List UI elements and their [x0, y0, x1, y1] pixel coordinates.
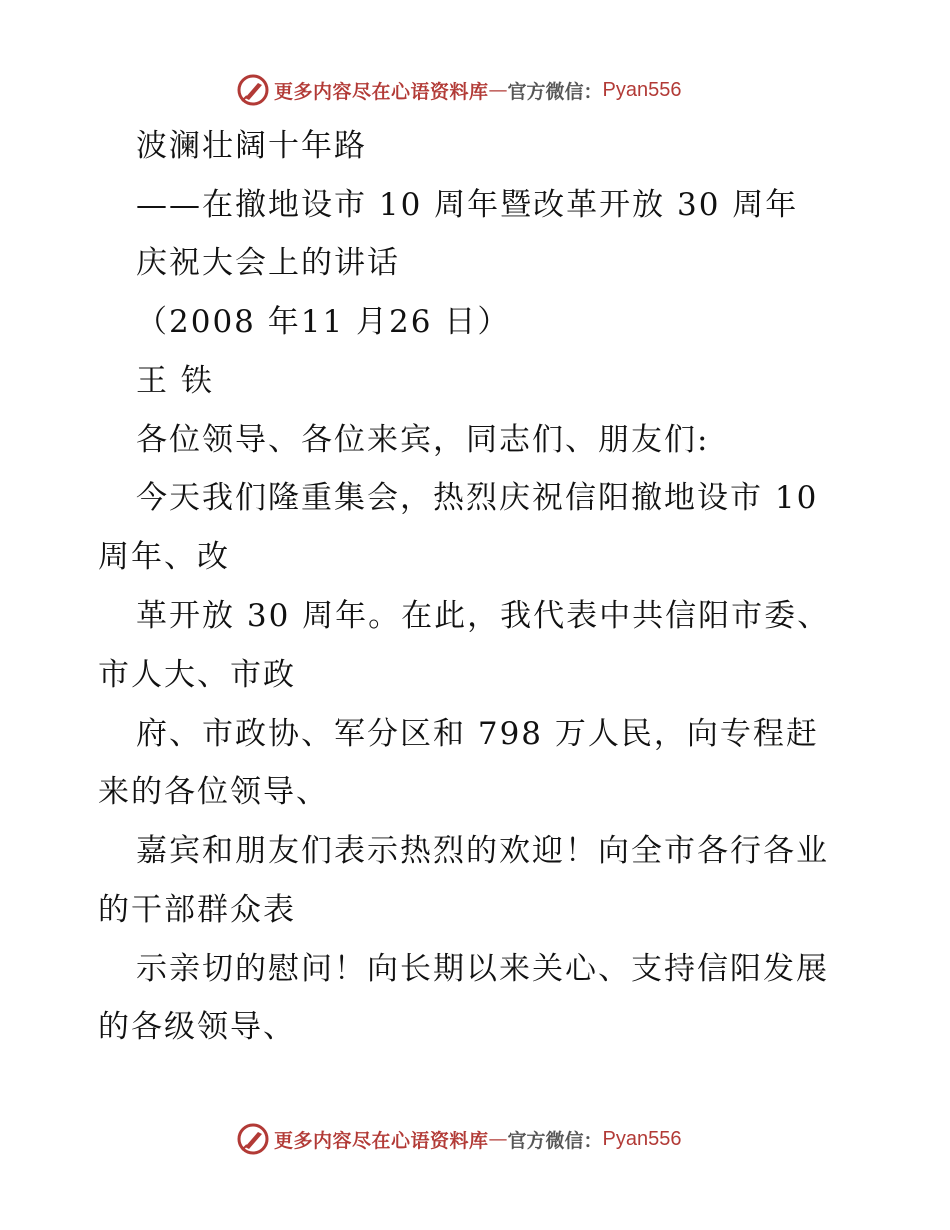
- watermark-label: 官方微信：: [507, 80, 603, 103]
- document-date: （2008 年11 月26 日）: [136, 304, 511, 340]
- quill-logo-icon: [236, 73, 270, 107]
- watermark-separator: —: [488, 79, 508, 101]
- document-title: 波澜壮阔十年路: [136, 128, 367, 164]
- body-line: 嘉宾和朋友们表示热烈的欢迎！向全市各行各业: [136, 833, 829, 869]
- body-line: 的各级领导、: [98, 1009, 296, 1045]
- body-line: 市人大、市政: [98, 657, 296, 693]
- watermark-text: 更多内容尽在心语资料库: [274, 1129, 489, 1152]
- quill-logo-icon: [236, 1122, 270, 1156]
- watermark-text: 更多内容尽在心语资料库: [274, 80, 489, 103]
- body-line: 的干部群众表: [98, 892, 296, 928]
- watermark-wechat-id: Pyan556: [602, 78, 682, 101]
- document-subtitle-line2: 庆祝大会上的讲话: [136, 245, 400, 281]
- body-line: 府、市政协、军分区和 798 万人民，向专程赶: [136, 716, 819, 752]
- watermark-banner-bottom: [236, 1122, 682, 1156]
- body-line: 来的各位领导、: [98, 774, 329, 810]
- body-line: 革开放 30 周年。在此，我代表中共信阳市委、: [136, 598, 831, 634]
- body-line: 今天我们隆重集会，热烈庆祝信阳撤地设市 10: [136, 480, 819, 516]
- body-line: 示亲切的慰问！向长期以来关心、支持信阳发展: [136, 951, 829, 987]
- watermark-wechat-id: Pyan556: [602, 1127, 682, 1150]
- watermark-separator: —: [488, 1128, 508, 1150]
- document-author: 王 铁: [136, 363, 214, 399]
- document-greeting: 各位领导、各位来宾，同志们、朋友们:: [136, 422, 710, 458]
- watermark-label: 官方微信：: [507, 1129, 603, 1152]
- watermark-banner-top: [236, 73, 682, 107]
- body-line: 周年、改: [98, 539, 230, 575]
- document-subtitle-line1: ——在撤地设市 10 周年暨改革开放 30 周年: [136, 187, 799, 223]
